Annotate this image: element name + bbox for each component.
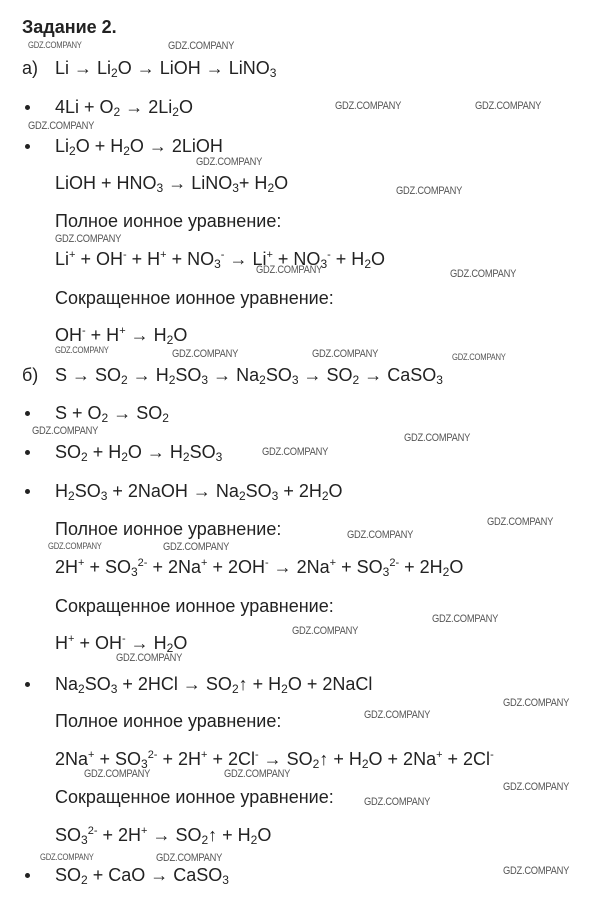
- subscript: 3: [291, 373, 299, 387]
- watermark: GDZ.COMPANY: [116, 652, 183, 664]
- formula-text: O → LiOH → LiNO: [117, 58, 270, 78]
- formula-text: O: [173, 325, 188, 345]
- formula-text: H: [55, 633, 68, 653]
- superscript: -: [121, 633, 126, 645]
- superscript: +: [436, 749, 443, 761]
- formula: [55, 324, 187, 346]
- formula: [55, 441, 222, 463]
- superscript: -: [490, 749, 494, 761]
- superscript: -: [254, 749, 259, 761]
- formula-text: O + 2NaCl: [287, 674, 373, 694]
- superscript: +: [141, 825, 148, 837]
- formula-text: ↑ + H: [319, 749, 362, 769]
- superscript: +: [201, 557, 208, 569]
- bullet: [25, 873, 30, 878]
- watermark: GDZ.COMPANY: [168, 40, 235, 52]
- subscript: 2: [162, 411, 169, 425]
- subscript: 3: [271, 489, 279, 503]
- formula: [55, 248, 385, 270]
- formula-text: + 2Na: [147, 557, 201, 577]
- bullet: [25, 450, 30, 455]
- subscript: 3: [382, 565, 390, 579]
- bullet: [25, 144, 30, 149]
- watermark: GDZ.COMPANY: [55, 233, 122, 245]
- formula-text: + OH: [74, 633, 122, 653]
- formula: [55, 364, 443, 386]
- formula-text: + H: [87, 442, 122, 462]
- full-ionic-label: Полное ионное уравнение:: [55, 711, 282, 731]
- watermark: GDZ.COMPANY: [503, 865, 570, 877]
- subscript: 2: [250, 833, 258, 847]
- formula-text: O: [173, 633, 188, 653]
- subscript: 3: [110, 682, 118, 696]
- bullet: [25, 489, 30, 494]
- formula-text: SO: [74, 481, 101, 501]
- subscript: 2: [312, 757, 320, 771]
- subscript: 2: [113, 105, 121, 119]
- subscript: 3: [320, 257, 328, 271]
- formula-text: SO: [175, 365, 202, 385]
- watermark: GDZ.COMPANY: [312, 348, 379, 360]
- formula-text: O: [178, 97, 193, 117]
- subscript: 2: [321, 489, 329, 503]
- watermark: GDZ.COMPANY: [40, 852, 94, 862]
- formula: [55, 632, 187, 654]
- superscript: -: [82, 325, 86, 337]
- formula-text: → SO: [258, 749, 313, 769]
- formula: [55, 673, 372, 695]
- formula: [55, 748, 494, 770]
- formula-text: SO: [55, 865, 82, 885]
- subscript: 3: [269, 66, 277, 80]
- subscript: 2: [182, 450, 190, 464]
- subscript: 3: [130, 565, 138, 579]
- formula-text: + 2Cl: [207, 749, 255, 769]
- subscript: 2: [361, 757, 369, 771]
- formula-text: O: [449, 557, 464, 577]
- watermark: GDZ.COMPANY: [224, 768, 291, 780]
- watermark: GDZ.COMPANY: [487, 516, 554, 528]
- superscript: -: [264, 557, 269, 569]
- full-ionic-label: Полное ионное уравнение:: [55, 211, 282, 231]
- formula-text: SO: [55, 442, 82, 462]
- watermark: GDZ.COMPANY: [292, 625, 359, 637]
- formula-text: + CaO → CaSO: [87, 865, 223, 885]
- subscript: 2: [259, 373, 266, 387]
- superscript: -: [220, 249, 225, 261]
- formula-text: O + H: [75, 136, 124, 156]
- formula-text: + H: [126, 249, 161, 269]
- formula-text: → SO: [298, 365, 353, 385]
- watermark: GDZ.COMPANY: [196, 156, 263, 168]
- watermark: GDZ.COMPANY: [335, 100, 402, 112]
- formula-text: O → H: [127, 442, 183, 462]
- subscript: 2: [166, 333, 174, 347]
- watermark: GDZ.COMPANY: [55, 345, 109, 355]
- formula: [55, 864, 229, 886]
- subscript: 2: [101, 411, 109, 425]
- formula-text: O + 2Na: [368, 749, 437, 769]
- formula-text: + 2H: [157, 749, 201, 769]
- superscript: +: [68, 633, 75, 645]
- formula-text: + 2H: [278, 481, 322, 501]
- subscript: 2: [166, 641, 174, 655]
- formula-text: OH: [55, 325, 82, 345]
- formula-text: + NO: [166, 249, 215, 269]
- formula-text: → Na: [208, 365, 260, 385]
- subscript: 3: [436, 373, 443, 387]
- formula-text: → SO: [108, 403, 163, 423]
- watermark: GDZ.COMPANY: [452, 352, 506, 362]
- formula-text: + 2OH: [207, 557, 265, 577]
- formula-text: → H: [127, 365, 169, 385]
- superscript: -: [122, 249, 127, 261]
- watermark: GDZ.COMPANY: [396, 185, 463, 197]
- formula-text: SO: [245, 481, 272, 501]
- watermark: GDZ.COMPANY: [48, 541, 102, 551]
- formula: [55, 824, 271, 846]
- watermark: GDZ.COMPANY: [475, 100, 542, 112]
- superscript: 2-: [147, 749, 158, 761]
- formula-text: → 2Li: [120, 97, 173, 117]
- superscript: -: [327, 249, 331, 261]
- superscript: +: [78, 557, 85, 569]
- formula-text: + 2Cl: [442, 749, 491, 769]
- subscript: 2: [123, 144, 130, 158]
- formula-text: + 2H: [97, 825, 142, 845]
- formula-text: + H: [330, 249, 365, 269]
- formula-text: O: [371, 249, 386, 269]
- superscript: +: [160, 249, 167, 261]
- superscript: +: [329, 557, 337, 569]
- subscript: 3: [201, 373, 209, 387]
- subscript: 3: [141, 757, 148, 771]
- watermark: GDZ.COMPANY: [364, 796, 431, 808]
- formula-text: → LiNO: [163, 173, 233, 193]
- formula: [55, 172, 288, 194]
- formula-text: + NO: [272, 249, 321, 269]
- formula: [55, 96, 193, 118]
- formula-text: 4Li + O: [55, 97, 114, 117]
- formula-text: Li → Li: [55, 58, 112, 78]
- formula-text: 2H: [55, 557, 79, 577]
- formula: [55, 135, 223, 157]
- formula-text: → H: [125, 633, 167, 653]
- formula-text: + OH: [75, 249, 123, 269]
- short-ionic-label: Сокращенное ионное уравнение:: [55, 787, 334, 807]
- superscript: 2-: [87, 825, 98, 837]
- formula-text: LiOH + HNO: [55, 173, 157, 193]
- formula-text: + 2NaOH → Na: [107, 481, 239, 501]
- superscript: 2-: [137, 557, 148, 569]
- watermark: GDZ.COMPANY: [364, 709, 431, 721]
- subscript: 2: [69, 144, 76, 158]
- subscript: 2: [442, 565, 450, 579]
- formula: [55, 480, 343, 502]
- formula-text: + H: [85, 325, 120, 345]
- formula-text: → SO: [147, 825, 202, 845]
- subscript: 2: [231, 682, 239, 696]
- formula-text: Na: [55, 674, 79, 694]
- formula-text: O: [257, 825, 272, 845]
- subscript: 2: [281, 682, 288, 696]
- watermark: GDZ.COMPANY: [172, 348, 239, 360]
- subscript: 2: [238, 489, 246, 503]
- formula: [55, 57, 276, 79]
- subscript: 2: [68, 489, 75, 503]
- formula-text: Li: [55, 249, 70, 269]
- subscript: 3: [214, 257, 221, 271]
- part-a-prefix: а): [22, 58, 39, 78]
- task-title: Задание 2.: [22, 17, 117, 37]
- formula-text: SO: [55, 825, 82, 845]
- formula-text: SO: [189, 442, 216, 462]
- superscript: +: [266, 249, 273, 261]
- formula-text: + SO: [94, 749, 141, 769]
- subscript: 2: [121, 450, 128, 464]
- subscript: 3: [100, 489, 108, 503]
- superscript: +: [69, 249, 76, 261]
- subscript: 2: [81, 450, 88, 464]
- formula-text: S + O: [55, 403, 102, 423]
- formula-text: + 2HCl → SO: [117, 674, 232, 694]
- formula-text: O: [328, 481, 343, 501]
- superscript: +: [88, 749, 95, 761]
- watermark: GDZ.COMPANY: [28, 40, 82, 50]
- formula-text: → Li: [224, 249, 267, 269]
- formula-text: + H: [238, 173, 268, 193]
- subscript: 3: [222, 873, 229, 887]
- formula-text: SO: [84, 674, 111, 694]
- subscript: 3: [81, 833, 88, 847]
- subscript: 2: [364, 257, 371, 271]
- formula-text: + SO: [336, 557, 383, 577]
- formula: [55, 556, 463, 578]
- watermark: GDZ.COMPANY: [256, 264, 323, 276]
- part-b-prefix: б): [22, 365, 39, 385]
- formula-text: S → SO: [55, 365, 122, 385]
- formula-text: Li: [55, 136, 70, 156]
- superscript: +: [119, 325, 126, 337]
- formula-text: 2Na: [55, 749, 89, 769]
- subscript: 2: [352, 373, 360, 387]
- short-ionic-label: Сокращенное ионное уравнение:: [55, 596, 334, 616]
- watermark: GDZ.COMPANY: [32, 425, 99, 437]
- subscript: 2: [267, 181, 275, 195]
- formula-text: → 2Na: [268, 557, 330, 577]
- subscript: 2: [168, 373, 176, 387]
- watermark: GDZ.COMPANY: [163, 541, 230, 553]
- formula-text: → CaSO: [359, 365, 437, 385]
- subscript: 2: [78, 682, 85, 696]
- superscript: 2-: [389, 557, 400, 569]
- full-ionic-label: Полное ионное уравнение:: [55, 519, 282, 539]
- subscript: 2: [172, 105, 179, 119]
- watermark: GDZ.COMPANY: [432, 613, 499, 625]
- watermark: GDZ.COMPANY: [156, 852, 223, 864]
- formula-text: H: [55, 481, 68, 501]
- watermark: GDZ.COMPANY: [28, 120, 95, 132]
- subscript: 3: [232, 181, 239, 195]
- watermark: GDZ.COMPANY: [503, 781, 570, 793]
- subscript: 2: [111, 66, 118, 80]
- formula: [55, 402, 169, 424]
- formula-text: SO: [265, 365, 292, 385]
- watermark: GDZ.COMPANY: [262, 446, 329, 458]
- subscript: 2: [201, 833, 209, 847]
- formula-text: ↑ + H: [238, 674, 282, 694]
- watermark: GDZ.COMPANY: [503, 697, 570, 709]
- superscript: +: [201, 749, 208, 761]
- formula-text: + 2H: [399, 557, 443, 577]
- formula-text: O → 2LiOH: [129, 136, 223, 156]
- watermark: GDZ.COMPANY: [84, 768, 151, 780]
- formula-text: ↑ + H: [208, 825, 251, 845]
- watermark: GDZ.COMPANY: [347, 529, 414, 541]
- subscript: 2: [121, 373, 128, 387]
- watermark: GDZ.COMPANY: [450, 268, 517, 280]
- bullet: [25, 105, 30, 110]
- subscript: 3: [156, 181, 164, 195]
- formula-text: O: [274, 173, 289, 193]
- bullet: [25, 682, 30, 687]
- bullet: [25, 411, 30, 416]
- short-ionic-label: Сокращенное ионное уравнение:: [55, 288, 334, 308]
- formula-text: + SO: [84, 557, 131, 577]
- watermark: GDZ.COMPANY: [404, 432, 471, 444]
- formula-text: → H: [125, 325, 167, 345]
- subscript: 3: [215, 450, 223, 464]
- subscript: 2: [81, 873, 88, 887]
